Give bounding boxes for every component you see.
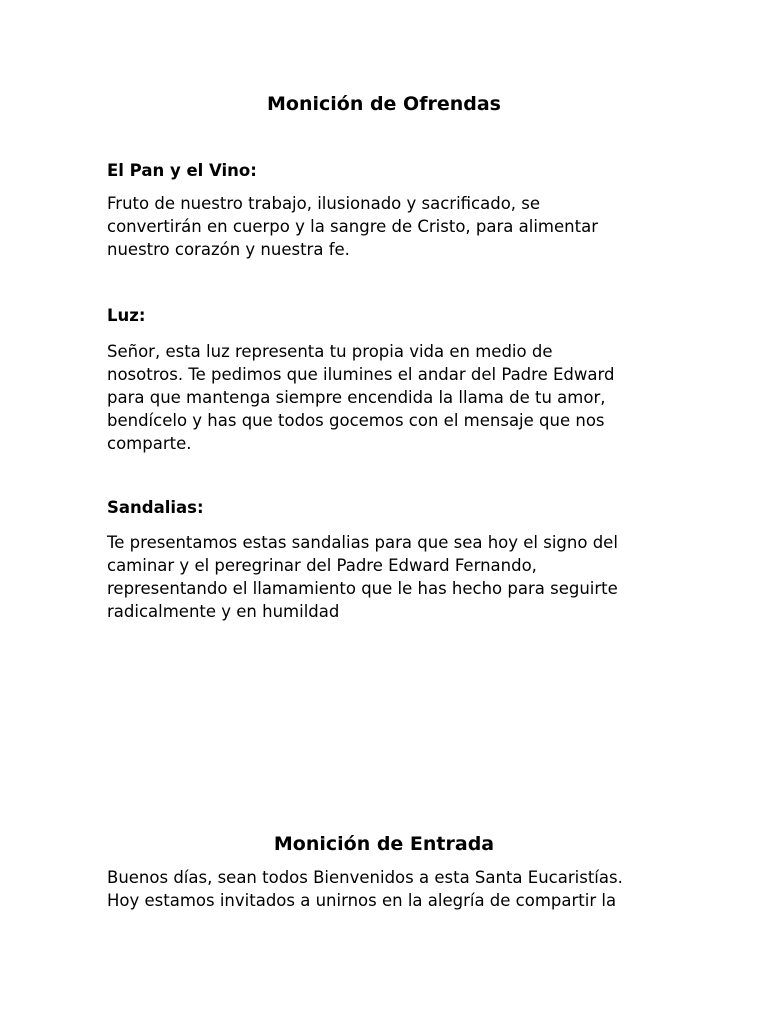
text-line: comparte. [107,434,192,453]
text-line: Hoy estamos invitados a unirnos en la alegría de compartir la [107,891,617,910]
title-monicion-ofrendas: Monición de Ofrendas [266,93,501,115]
heading-pan-vino: El Pan y el Vino: [107,161,257,180]
heading-luz: Luz: [107,306,146,325]
paragraph-entrada [107,866,687,912]
text-line: Buenos días, sean todos Bienvenidos a esta Santa Eucaristías. [107,868,623,887]
paragraph-sandalias [107,531,687,623]
title-monicion-entrada: Monición de Entrada [273,833,495,855]
text-line: radicalmente y en humildad [107,602,340,621]
text-line: nuestro corazón y nuestra fe. [107,240,350,259]
text-line: Fruto de nuestro trabajo, ilusionado y sacrificado, se [107,194,541,213]
text-line: bendícelo y has que todos gocemos con el mensaje que nos [107,411,605,430]
text-line: caminar y el peregrinar del Padre Edward Fernando, [107,556,537,575]
text-line: nosotros. Te pedimos que ilumines el andar del Padre Edward [107,365,615,384]
text-line: Te presentamos estas sandalias para que sea hoy el signo del [107,533,618,552]
paragraph-pan-vino [107,192,687,261]
text-line: para que mantenga siempre encendida la llama de tu amor, [107,388,606,407]
paragraph-luz [107,340,687,455]
heading-sandalias: Sandalias: [107,498,204,517]
text-line: convertirán en cuerpo y la sangre de Cristo, para alimentar [107,217,598,236]
text-line: Señor, esta luz representa tu propia vida en medio de [107,342,553,361]
text-line: representando el llamamiento que le has hecho para seguirte [107,579,618,598]
